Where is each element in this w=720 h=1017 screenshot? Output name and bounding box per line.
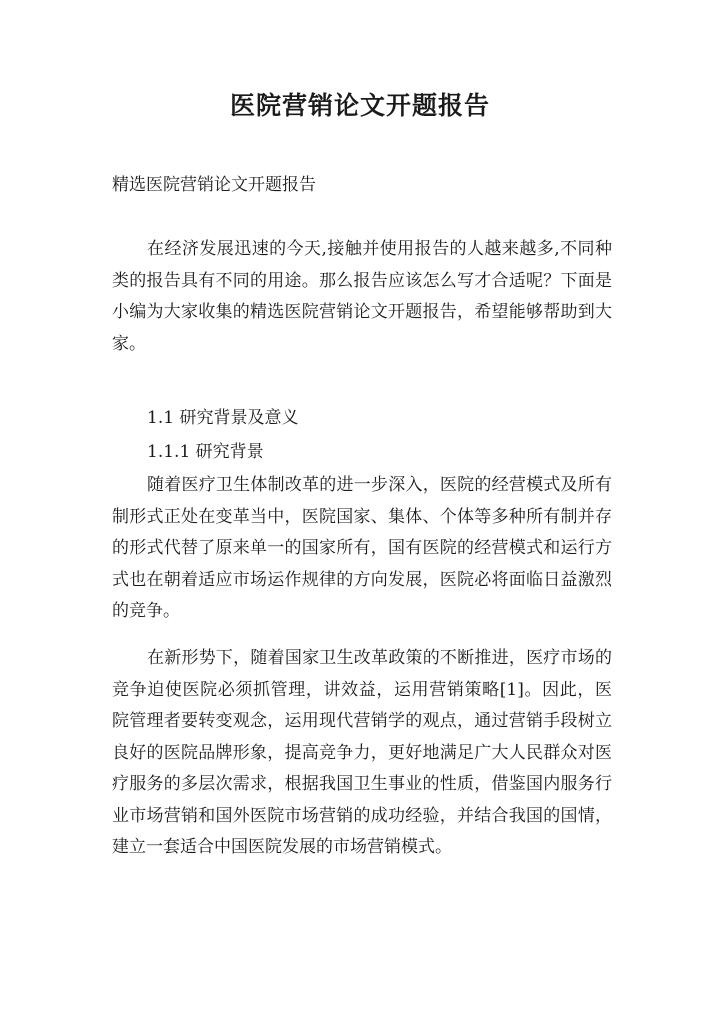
intro-paragraph: 在经济发展迅速的今天,接触并使用报告的人越来越多,不同种类的报告具有不同的用途。那么报告应该怎么写才合适呢？下面是小编为大家收集的精选医院营销论文开题报告，希望能够帮助到大家。 (112, 239, 612, 354)
subsection-heading: 1.1.1 研究背景 (147, 442, 264, 462)
document-title: 医院营销论文开题报告 (229, 91, 490, 120)
section-heading: 1.1 研究背景及意义 (147, 408, 299, 428)
body-paragraph: 随着医疗卫生体制改革的进一步深入，医院的经营模式及所有制形式正处在变革当中，医院国家、集体、个体等多种所有制并存的形式代替了原来单一的国家所有，国有医院的经营模式和运行方式也在朝着适应市场运作规律的方向发展，医院必将面临日益激烈的竞争。 (112, 475, 612, 621)
document-subtitle: 精选医院营销论文开题报告 (112, 175, 316, 195)
body-paragraph: 在新形势下，随着国家卫生改革政策的不断推进，医疗市场的竞争迫使医院必须抓管理，讲效益，运用营销策略[1]。因此，医院管理者要转变观念，运用现代营销学的观点，通过营销手段树立良好的医院品牌形象，提高竞争力，更好地满足广大人民群众对医疗服务的多层次需求，根据我国卫生事业的性质，借鉴国内服务行业市场营销和国外医院市场营销的成功经验，并结合我国的国情，建立一套适合中国医院发展的市场营销模式。 (112, 648, 612, 857)
